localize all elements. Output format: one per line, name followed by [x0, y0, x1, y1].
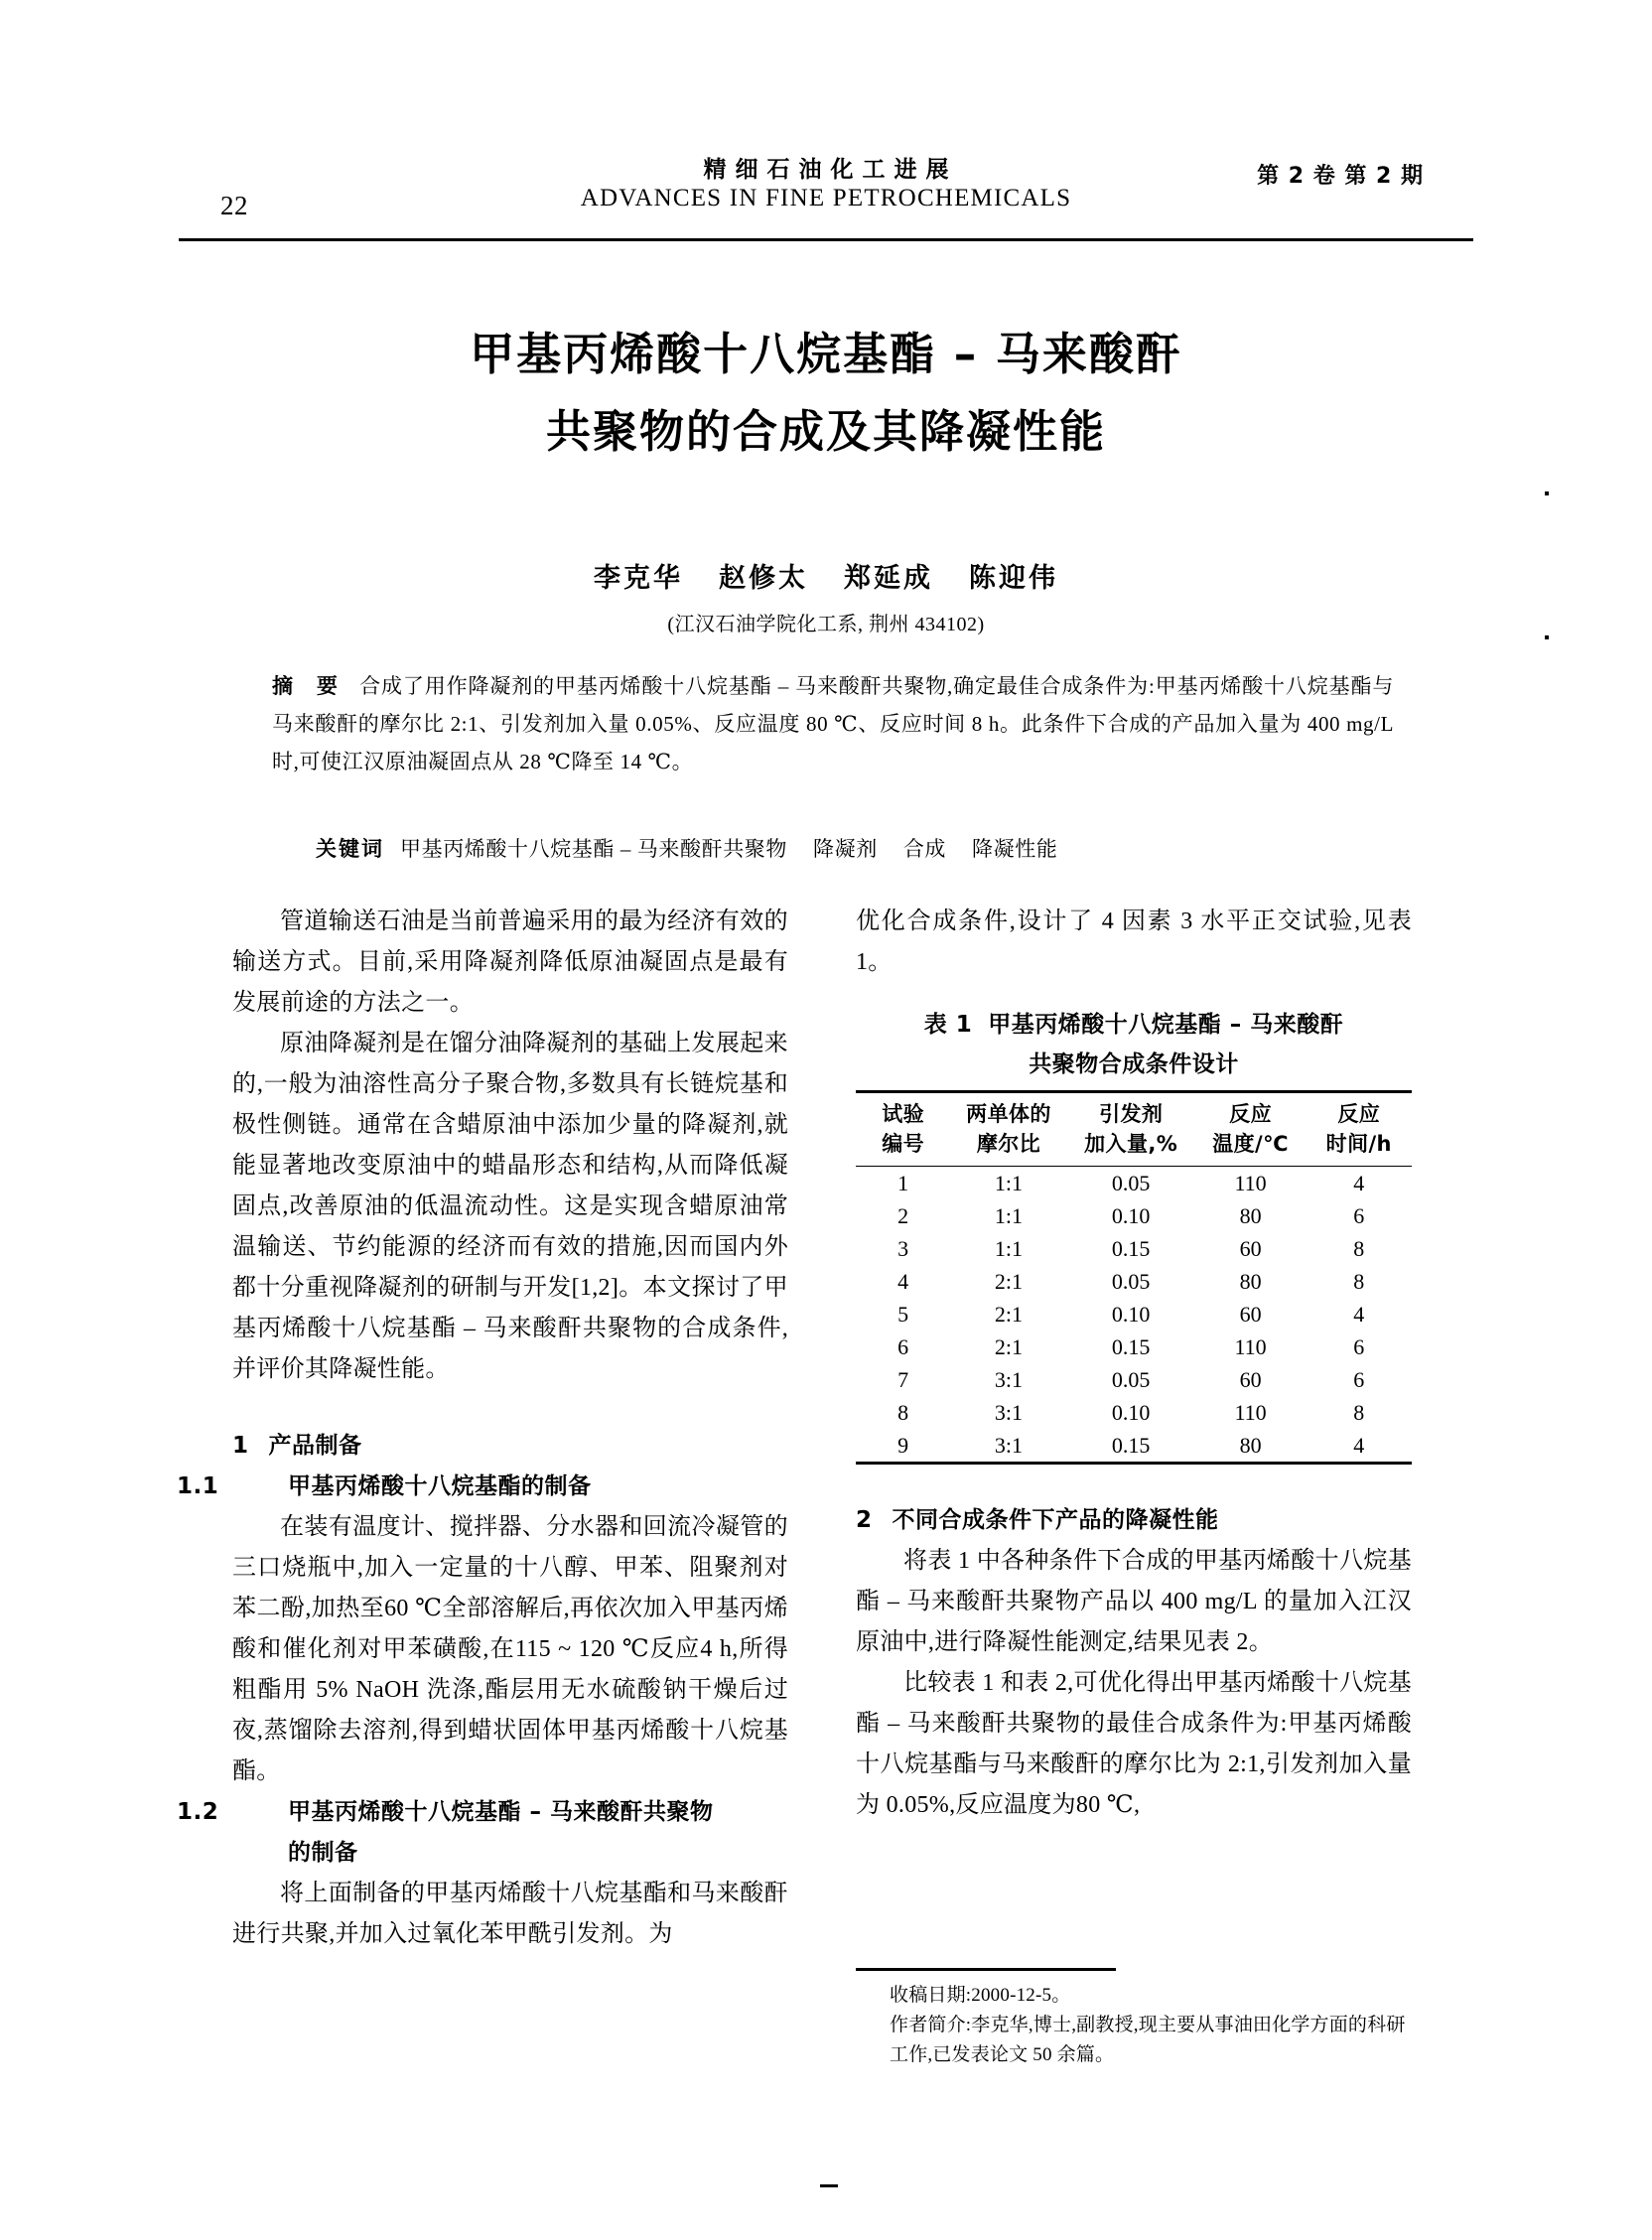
table-row: [856, 1199, 1412, 1232]
cell-exp-no: 7: [897, 1367, 909, 1392]
cell-time: 4: [1353, 1302, 1365, 1327]
col-head-2-line2: 摩尔比: [976, 1132, 1041, 1156]
body-right-column: [856, 902, 1412, 1826]
section-1-2-number: 1.2: [177, 1799, 219, 1825]
col-head-1-line1: 试验: [882, 1102, 924, 1126]
section-1-2-title: 甲基丙烯酸十八烷基酯 – 马来酸酐共聚物: [288, 1799, 714, 1825]
journal-title-cn: 精细石油化工进展: [703, 157, 958, 183]
section-heading-1-2: [177, 1792, 788, 1833]
section-2-number: 2: [856, 1507, 873, 1533]
column-header-molar-ratio: [950, 1092, 1067, 1167]
running-head: [0, 149, 1652, 228]
title-line-1: 甲基丙烯酸十八烷基酯 – 马来酸酐: [470, 328, 1182, 380]
section-heading-1-1: [177, 1467, 788, 1507]
article-title: [179, 316, 1473, 471]
paragraph-section-1-1: 在装有温度计、搅拌器、分水器和回流冷凝管的三口烧瓶中,加入一定量的十八醇、甲苯、阻聚剂对苯二酚,加热至60 ℃全部溶解后,再依次加入甲基丙烯酸和催化剂对甲苯磺酸,在115 ~ 120 ℃反应4 h,所得粗酯用 5% NaOH 洗涤,酯层用无水硫酸钠干燥后过夜,蒸馏除去溶剂,得到蜡状固体甲基丙烯酸十八烷基酯。: [232, 1514, 788, 1784]
footer-tick: [820, 2184, 838, 2187]
margin-tick-lower: [1545, 635, 1549, 639]
col-head-4-line2: 温度/℃: [1212, 1132, 1289, 1156]
section-heading-1-2-cont: [232, 1833, 788, 1874]
cell-initiator: 0.15: [1111, 1236, 1151, 1261]
author-2: 赵修太: [719, 563, 808, 594]
cell-molar-ratio: 3:1: [994, 1433, 1024, 1458]
cell-time: 8: [1353, 1400, 1365, 1425]
cell-exp-no: 5: [897, 1302, 909, 1327]
affiliation: (江汉石油学院化工系, 荆州 434102): [667, 614, 985, 635]
table-row: [856, 1330, 1412, 1363]
journal-title-en: ADVANCES IN FINE PETROCHEMICALS: [580, 185, 1072, 211]
footnote-author-bio: 作者简介:李克华,博士,副教授,现主要从事油田化学方面的科研工作,已发表论文 50 余篇。: [890, 2015, 1406, 2065]
paragraph-intro-2: 原油降凝剂是在馏分油降凝剂的基础上发展起来的,一般为油溶性高分子聚合物,多数具有长链烷基和极性侧链。通常在含蜡原油中添加少量的降凝剂,就能显著地改变原油中的蜡晶形态和结构,从而降低凝固点,改善原油的低温流动性。这是实现含蜡原油常温输送、节约能源的经济而有效的措施,因而国内外都十分重视降凝剂的研制与开发[1,2]。本文探讨了甲基丙烯酸十八烷基酯 – 马来酸酐共聚物的合成条件,并评价其降凝性能。: [232, 1031, 788, 1382]
table-row: [856, 1429, 1412, 1464]
cell-temperature: 110: [1234, 1334, 1267, 1359]
section-1-number: 1: [232, 1433, 249, 1459]
cell-initiator: 0.10: [1111, 1302, 1151, 1327]
cell-molar-ratio: 2:1: [994, 1334, 1024, 1359]
table-header-row: [856, 1092, 1412, 1167]
col-head-4-line1: 反应: [1229, 1102, 1272, 1126]
cell-exp-no: 1: [897, 1171, 909, 1195]
cell-time: 4: [1353, 1171, 1365, 1195]
table-1-caption: [856, 1005, 1412, 1045]
col-head-5-line1: 反应: [1337, 1102, 1381, 1126]
table-1-caption-line2: 共聚物合成条件设计: [1029, 1051, 1239, 1077]
footnote-rule: [856, 1968, 1116, 1971]
table-1: [856, 1090, 1412, 1465]
section-1-2-title-line2: 的制备: [288, 1840, 358, 1866]
table-row: [856, 1167, 1412, 1200]
table-1-caption-line2-wrap: [856, 1045, 1412, 1084]
section-1-1-title: 甲基丙烯酸十八烷基酯的制备: [288, 1473, 592, 1499]
table-1-block: [856, 1005, 1412, 1465]
cell-exp-no: 4: [897, 1269, 909, 1294]
keyword-3: 合成: [902, 837, 947, 861]
column-header-reaction-time: [1307, 1092, 1412, 1167]
keywords-block: [272, 830, 1394, 868]
author-4: 陈迎伟: [969, 563, 1058, 594]
cell-molar-ratio: 1:1: [994, 1203, 1024, 1228]
cell-temperature: 110: [1234, 1400, 1267, 1425]
table-1-caption-line1: 甲基丙烯酸十八烷基酯 – 马来酸酐: [988, 1012, 1344, 1038]
cell-initiator: 0.05: [1111, 1367, 1151, 1392]
table-row: [856, 1265, 1412, 1298]
cell-exp-no: 6: [897, 1334, 909, 1359]
cell-time: 8: [1353, 1269, 1365, 1294]
col-head-2-line1: 两单体的: [966, 1102, 1051, 1126]
cell-molar-ratio: 3:1: [994, 1367, 1024, 1392]
cell-time: 6: [1353, 1367, 1365, 1392]
author-1: 李克华: [594, 563, 683, 594]
cell-exp-no: 2: [897, 1203, 909, 1228]
cell-temperature: 80: [1239, 1269, 1262, 1294]
keyword-1: 甲基丙烯酸十八烷基酯 – 马来酸酐共聚物: [400, 837, 787, 861]
table-1-body: [856, 1167, 1412, 1466]
keyword-4: 降凝性能: [972, 837, 1058, 861]
cell-time: 4: [1353, 1433, 1365, 1458]
column-header-initiator-amount: [1067, 1092, 1195, 1167]
table-row: [856, 1232, 1412, 1265]
cell-molar-ratio: 2:1: [994, 1269, 1024, 1294]
author-list: [179, 556, 1473, 595]
cell-exp-no: 3: [897, 1236, 909, 1261]
table-1-number: 表 1: [923, 1012, 973, 1038]
paragraph-section-2-2: 比较表 1 和表 2,可优化得出甲基丙烯酸十八烷基酯 – 马来酸酐共聚物的最佳合成条件为:甲基丙烯酸十八烷基酯与马来酸酐的摩尔比为 2:1,引发剂加入量为 0.05%,反应温度为80 ℃,: [856, 1670, 1412, 1818]
col-head-5-line2: 时间/h: [1325, 1132, 1392, 1156]
cell-exp-no: 9: [897, 1433, 909, 1458]
paragraph-section-2-1: 将表 1 中各种条件下合成的甲基丙烯酸十八烷基酯 – 马来酸酐共聚物产品以 400 mg/L 的量加入江汉原油中,进行降凝性能测定,结果见表 2。: [856, 1548, 1412, 1655]
abstract-block: [272, 667, 1394, 780]
column-header-reaction-temperature: [1195, 1092, 1307, 1167]
cell-initiator: 0.10: [1111, 1203, 1151, 1228]
abstract-text: 合成了用作降凝剂的甲基丙烯酸十八烷基酯 – 马来酸酐共聚物,确定最佳合成条件为:甲基丙烯酸十八烷基酯与马来酸酐的摩尔比 2:1、引发剂加入量 0.05%、反应温度 80 ℃、反应时间 8 h。此条件下合成的产品加入量为 400 mg/L 时,可使江汉原油凝固点从 28 ℃降至 14 ℃。: [272, 674, 1394, 773]
keywords-label: 关键词: [316, 837, 384, 861]
section-heading-2: [856, 1500, 1412, 1541]
cell-temperature: 60: [1239, 1367, 1262, 1392]
cell-initiator: 0.05: [1111, 1269, 1151, 1294]
cell-time: 6: [1353, 1334, 1365, 1359]
cell-temperature: 80: [1239, 1203, 1262, 1228]
volume-issue: 第 2 卷 第 2 期: [1257, 164, 1424, 189]
margin-tick-upper: [1545, 491, 1549, 495]
page-number: 22: [220, 191, 248, 220]
footnote-block: [856, 1968, 1412, 2070]
cell-initiator: 0.15: [1111, 1433, 1151, 1458]
cell-initiator: 0.05: [1111, 1171, 1151, 1195]
cell-temperature: 60: [1239, 1236, 1262, 1261]
keyword-2: 降凝剂: [813, 837, 878, 861]
header-rule: [179, 238, 1473, 241]
col-head-3-line2: 加入量,%: [1084, 1132, 1178, 1156]
author-3: 郑延成: [844, 563, 933, 594]
abstract-label: 摘 要: [272, 674, 346, 698]
col-head-1-line2: 编号: [882, 1132, 924, 1156]
cell-exp-no: 8: [897, 1400, 909, 1425]
cell-molar-ratio: 3:1: [994, 1400, 1024, 1425]
table-row: [856, 1298, 1412, 1330]
cell-molar-ratio: 1:1: [994, 1236, 1024, 1261]
section-1-title: 产品制备: [268, 1433, 362, 1459]
cell-molar-ratio: 2:1: [994, 1302, 1024, 1327]
col-head-3-line1: 引发剂: [1099, 1102, 1164, 1126]
column-header-experiment-no: [856, 1092, 950, 1167]
title-line-2: 共聚物的合成及其降凝性能: [545, 405, 1106, 458]
cell-temperature: 110: [1234, 1171, 1267, 1195]
cell-temperature: 80: [1239, 1433, 1262, 1458]
section-2-title: 不同合成条件下产品的降凝性能: [892, 1507, 1219, 1533]
cell-time: 6: [1353, 1203, 1365, 1228]
cell-initiator: 0.10: [1111, 1400, 1151, 1425]
footnote-received-date: 收稿日期:2000-12-5。: [890, 1985, 1071, 2006]
table-row: [856, 1363, 1412, 1396]
table-row: [856, 1396, 1412, 1429]
section-1-1-number: 1.1: [177, 1473, 219, 1499]
paragraph-intro-1: 管道输送石油是当前普遍采用的最为经济有效的输送方式。目前,采用降凝剂降低原油凝固点是最有发展前途的方法之一。: [232, 909, 788, 1016]
body-left-column: [177, 902, 788, 1955]
cell-temperature: 60: [1239, 1302, 1262, 1327]
cell-molar-ratio: 1:1: [994, 1171, 1024, 1195]
paragraph-section-1-2: 将上面制备的甲基丙烯酸十八烷基酯和马来酸酐进行共聚,并加入过氧化苯甲酰引发剂。为: [232, 1881, 788, 1947]
paragraph-right-1: 优化合成条件,设计了 4 因素 3 水平正交试验,见表 1。: [856, 909, 1412, 975]
cell-time: 8: [1353, 1236, 1365, 1261]
cell-initiator: 0.15: [1111, 1334, 1151, 1359]
table-1-head: [856, 1092, 1412, 1167]
section-heading-1: [232, 1426, 788, 1467]
